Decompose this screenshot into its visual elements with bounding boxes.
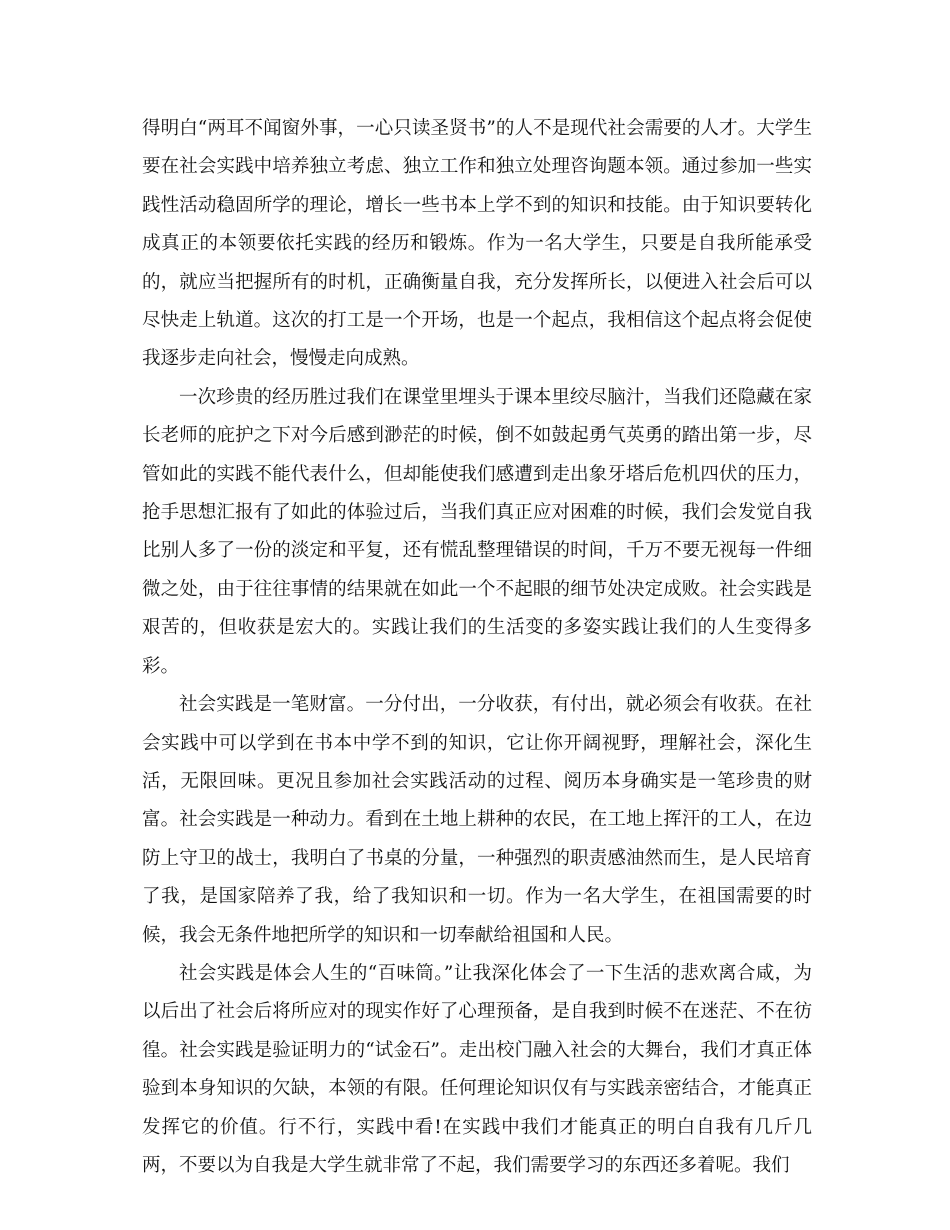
paragraph-4: 社会实践是体会人生的“百味筒。”让我深化体会了一下生活的悲欢离合咸，为以后出了社会后将所应对的现实作好了心理预备，是自我到时候不在迷茫、不在彷徨。社会实践是验证明力的“试金石”。走出校门融入社会的大舞台，我们才真正体验到本身知识的欠缺，本领的有限。任何理论知识仅有与实践亲密结合，才能真正发挥它的价值。行不行，实践中看!在实践中我们才能真正的明白自我有几斤几两，不要以为自我是大学生就非常了不起，我们需要学习的东西还多着呢。我们 <box>142 962 812 1176</box>
paragraph-2: 一次珍贵的经历胜过我们在课堂里埋头于课本里绞尽脑汁，当我们还隐藏在家长老师的庇护之下对今后感到渺茫的时候，倒不如鼓起勇气英勇的踏出第一步，尽管如此的实践不能代表什么，但却能使我们感遭到走出象牙塔后危机四伏的压力，抢手思想汇报有了如此的体验过后，当我们真正应对困难的时候，我们会发觉自我比别人多了一份的淡定和平复，还有慌乱整理错误的时间，千万不要无视每一件细微之处，由于往往事情的结果就在如此一个不起眼的细节处决定成败。社会实践是艰苦的，但收获是宏大的。实践让我们的生活变的多姿实践让我们的人生变得多彩。 <box>142 386 812 677</box>
paragraph-3: 社会实践是一笔财富。一分付出，一分收获，有付出，就必须会有收获。在社会实践中可以学到在书本中学不到的知识，它让你开阔视野，理解社会，深化生活，无限回味。更况且参加社会实践活动的过程、阅历本身确实是一笔珍贵的财富。社会实践是一种动力。看到在土地上耕种的农民，在工地上挥汗的工人，在边防上守卫的战士，我明白了书桌的分量，一种强烈的职责感油然而生，是人民培育了我，是国家陪养了我，给了我知识和一切。作为一名大学生，在祖国需要的时候，我会无条件地把所学的知识和一切奉献给祖国和人民。 <box>142 694 812 946</box>
document-body <box>142 110 812 1185</box>
paragraph-1: 得明白“两耳不闻窗外事，一心只读圣贤书”的人不是现代社会需要的人才。大学生要在社会实践中培养独立考虑、独立工作和独立处理咨询题本领。通过参加一些实践性活动稳固所学的理论，增长一些书本上学不到的知识和技能。由于知识要转化成真正的本领要依托实践的经历和锻炼。作为一名大学生，只要是自我所能承受的，就应当把握所有的时机，正确衡量自我，充分发挥所长，以便进入社会后可以尽快走上轨道。这次的打工是一个开场，也是一个起点，我相信这个起点将会促使我逐步走向社会，慢慢走向成熟。 <box>142 118 812 370</box>
